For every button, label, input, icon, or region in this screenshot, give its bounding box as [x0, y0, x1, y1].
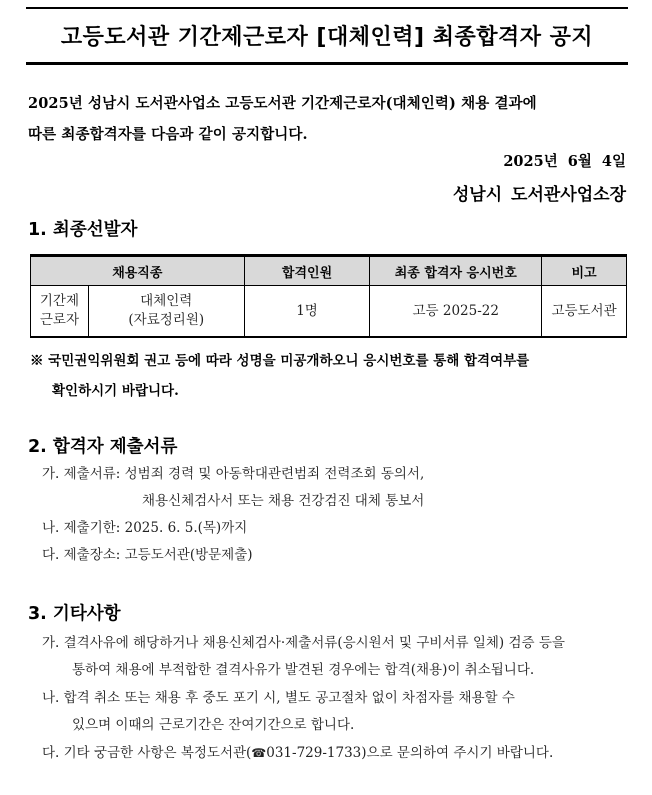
misc-item-a	[42, 630, 632, 684]
phone-number: 031-729-1733	[266, 745, 362, 761]
table-cell-remark: 고등도서관	[542, 286, 627, 338]
privacy-note	[30, 346, 630, 406]
title-box	[26, 7, 628, 65]
section-heading-final-selection: 1. 최종선발자	[28, 220, 138, 240]
table-cell-category	[31, 286, 89, 338]
table-cell-job-type	[88, 286, 244, 338]
misc-item-b	[42, 685, 632, 739]
item-line: 통하여 채용에 부적합한 결격사유가 발견된 경우에는 합격(채용)이 취소됩니다.	[72, 662, 535, 678]
documents-item	[42, 461, 632, 515]
table-header-row	[31, 256, 627, 286]
cell-line: 기간제	[39, 293, 80, 309]
section-heading-documents: 2. 합격자 제출서류	[28, 437, 178, 457]
intro-line: 2025년 성남시 도서관사업소 고등도서관 기간제근로자(대체인력) 채용 결과에	[28, 95, 537, 112]
place-item: 다. 제출장소: 고등도서관(방문제출)	[42, 547, 253, 563]
note-line: 확인하시기 바랍니다.	[52, 383, 179, 399]
notice-date: 2025년 6월 4일	[503, 153, 626, 170]
result-table	[30, 254, 627, 338]
item-line: 있으며 이때의 근로기간은 잔여기간으로 합니다.	[72, 717, 355, 733]
table-row	[31, 286, 627, 338]
note-line: ※ 국민권익위원회 권고 등에 따라 성명을 미공개하오니 응시번호를 통해 합격여부를	[30, 353, 530, 369]
table-cell-applicant-number: 고등 2025-22	[370, 286, 542, 338]
item-line: 가. 결격사유에 해당하거나 채용신체검사·제출서류(응시원서 및 구비서류 일체) 검증 등을	[42, 635, 565, 651]
item-line: 나. 합격 취소 또는 채용 후 중도 포기 시, 별도 공고절차 없이 차점자를 채용할 수	[42, 690, 515, 706]
item-text: )으로 문의하여 주시기 바랍니다.	[361, 745, 554, 761]
table-cell-count: 1명	[244, 286, 370, 338]
phone-icon: ☎	[251, 746, 267, 760]
intro-line: 따른 최종합격자를 다음과 같이 공지합니다.	[28, 126, 308, 143]
table-header: 비고	[542, 256, 627, 286]
table-header: 채용직종	[31, 256, 245, 286]
item-line: 가. 제출서류: 성범죄 경력 및 아동학대관련범죄 전력조회 동의서,	[42, 466, 425, 482]
table-header: 최종 합격자 응시번호	[370, 256, 542, 286]
item-line: 채용신체검사서 또는 채용 건강검진 대체 통보서	[142, 493, 425, 509]
cell-line: 근로자	[39, 312, 80, 328]
section-heading-misc: 3. 기타사항	[28, 604, 121, 624]
issuing-organization: 성남시 도서관사업소장	[452, 185, 626, 205]
intro-paragraph	[28, 88, 630, 150]
item-text: 다. 기타 궁금한 사항은 복정도서관(	[42, 745, 252, 761]
misc-item-c	[42, 740, 632, 767]
cell-line: 대체인력	[140, 293, 193, 309]
page-title: 고등도서관 기간제근로자 [대체인력] 최종합격자 공지	[60, 25, 594, 50]
table-header: 합격인원	[244, 256, 370, 286]
cell-line: (자료정리원)	[128, 312, 205, 328]
deadline-item: 나. 제출기한: 2025. 6. 5.(목)까지	[42, 520, 248, 536]
